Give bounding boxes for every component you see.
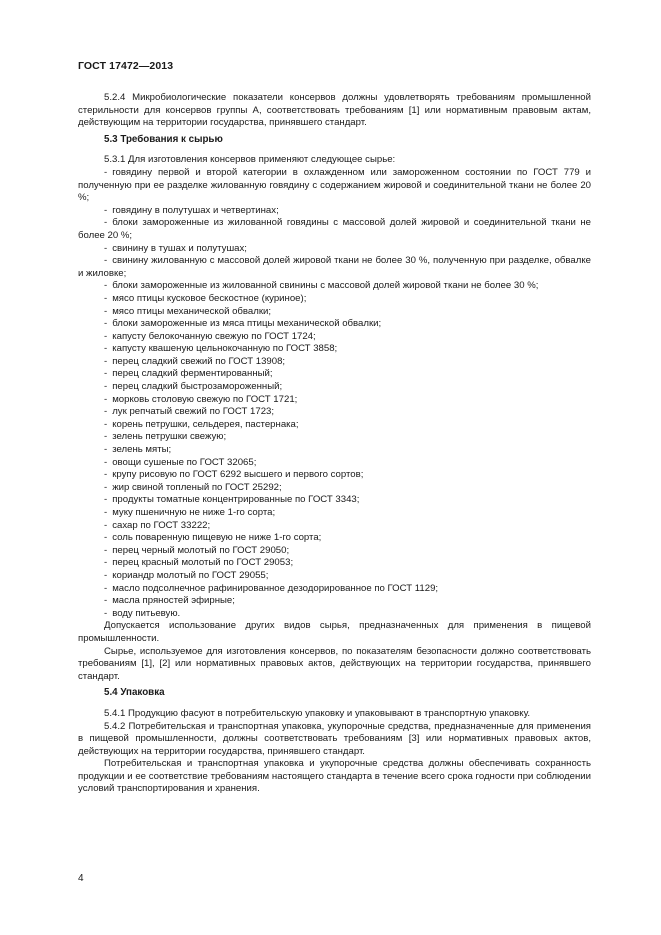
list-item (78, 482, 591, 495)
list-dash: - (104, 330, 108, 342)
list-dash: - (104, 595, 108, 607)
list-dash: - (104, 557, 108, 569)
list-dash: - (104, 204, 108, 216)
list-item-text: говядину первой и второй категории в охлажденном или замороженном состоянии по ГОСТ 779 и полученную при ее разделке жилованную говядину с содержанием жировой и соединительной ткани не более 20 %; (78, 166, 591, 204)
list-dash: - (104, 166, 108, 178)
list-dash: - (104, 355, 108, 367)
list-item (78, 520, 591, 533)
list-item (78, 318, 591, 331)
list-dash: - (104, 292, 108, 304)
list-item (78, 368, 591, 381)
list-item-text: перец сладкий ферментированный; (112, 368, 273, 380)
list-item-text: жир свиной топленый по ГОСТ 25292; (112, 481, 282, 493)
raw-materials-list (78, 167, 591, 620)
list-item-text: морковь столовую свежую по ГОСТ 1721; (112, 393, 298, 405)
list-item-text: корень петрушки, сельдерея, пастернака; (112, 418, 299, 430)
list-dash: - (104, 368, 108, 380)
list-item-text: соль поваренную пищевую не ниже 1-го сорта; (112, 532, 322, 544)
list-dash: - (104, 217, 108, 229)
list-item-text: воду питьевую. (112, 607, 181, 619)
list-item (78, 331, 591, 344)
list-item-text: капусту белокочанную свежую по ГОСТ 1724; (112, 330, 316, 342)
list-item-text: зелень петрушки свежую; (112, 431, 227, 443)
list-dash: - (104, 544, 108, 556)
list-item (78, 167, 591, 205)
list-item (78, 243, 591, 256)
list-dash: - (104, 343, 108, 355)
list-dash: - (104, 431, 108, 443)
paragraph-5-2-4: 5.2.4 Микробиологические показатели консервов должны удовлетворять требованиям промышленной стерильности для консервов группы А, соответствовать требованиям [1] или нормативным правовым актам, действующим на территории государства, принявшего стандарт. (78, 92, 591, 129)
list-dash: - (104, 406, 108, 418)
section-heading-5-3: 5.3 Требования к сырью (104, 133, 223, 145)
list-item-text: зелень мяты; (112, 444, 172, 456)
list-item (78, 532, 591, 545)
list-item (78, 545, 591, 558)
list-item (78, 608, 591, 621)
list-item-text: говядину в полутушах и четвертинах; (112, 204, 279, 216)
list-dash: - (104, 481, 108, 493)
list-item (78, 394, 591, 407)
paragraph-5-4-2: 5.4.2 Потребительская и транспортная упаковка, укупорочные средства, предназначенные для применения в пищевой промышленности, должны соответствовать требованиям [3] или нормативных правовых актов, действующих на территории государства, принявшего стандарт. (78, 720, 591, 757)
list-item (78, 595, 591, 608)
list-item (78, 255, 591, 280)
list-dash: - (104, 242, 108, 254)
paragraph-5-4-1: 5.4.1 Продукцию фасуют в потребительскую упаковку и упаковывают в транспортную упаковку. (104, 707, 531, 719)
list-item-text: блоки замороженные из жилованной свинины с массовой долей жировой ткани не более 30 %; (112, 280, 539, 292)
list-item-text: свинину жилованную с массовой долей жировой ткани не более 30 %, полученную при разделке, обвалке и жиловке; (78, 255, 591, 279)
list-item-text: кориандр молотый по ГОСТ 29055; (112, 569, 269, 581)
list-item (78, 280, 591, 293)
list-dash: - (104, 318, 108, 330)
document-header: ГОСТ 17472—2013 (78, 60, 174, 72)
list-dash: - (104, 280, 108, 292)
list-item (78, 583, 591, 596)
list-item-text: перец красный молотый по ГОСТ 29053; (112, 557, 294, 569)
list-dash: - (104, 582, 108, 594)
list-item (78, 557, 591, 570)
list-item (78, 507, 591, 520)
list-item (78, 419, 591, 432)
list-item (78, 217, 591, 242)
paragraph-5-3-1: 5.3.1 Для изготовления консервов применяют следующее сырье: (104, 154, 396, 166)
list-item-text: муку пшеничную не ниже 1-го сорта; (112, 507, 276, 518)
list-item (78, 469, 591, 482)
list-item-text: лук репчатый свежий по ГОСТ 1723; (112, 406, 275, 418)
list-dash: - (104, 494, 108, 506)
list-item-text: продукты томатные концентрированные по ГОСТ 3343; (112, 494, 360, 506)
list-item (78, 444, 591, 457)
list-dash: - (104, 456, 108, 468)
list-item-text: овощи сушеные по ГОСТ 32065; (112, 456, 257, 468)
list-item (78, 343, 591, 356)
list-item (78, 205, 591, 218)
paragraph-packaging: Потребительская и транспортная упаковка и укупорочные средства должны обеспечивать сохранность продукции и ее соответствие требованиям настоящего стандарта в течение всего срока годности при соблюдении условий транспортирования и хранения. (78, 758, 591, 795)
list-item-text: мясо птицы кусковое бескостное (куриное); (112, 292, 307, 304)
list-dash: - (104, 469, 108, 481)
list-item-text: перец сладкий быстрозамороженный; (112, 381, 283, 393)
list-item (78, 406, 591, 419)
section-heading-5-4: 5.4 Упаковка (104, 687, 165, 699)
list-item-text: перец черный молотый по ГОСТ 29050; (112, 544, 290, 556)
list-item-text: масла пряностей эфирные; (112, 595, 235, 607)
list-dash: - (104, 507, 108, 518)
paragraph-allowed: Допускается использование других видов сырья, предназначенных для применения в пищевой промышленности. (78, 620, 591, 644)
list-item-text: блоки замороженные из жилованной говядины с массовой долей жировой и соединительной ткани не более 20 %; (78, 217, 591, 241)
list-item (78, 494, 591, 507)
list-item-text: масло подсолнечное рафинированное дезодорированное по ГОСТ 1129; (112, 582, 439, 594)
list-item (78, 306, 591, 319)
list-item-text: блоки замороженные из мяса птицы механической обвалки; (112, 318, 382, 330)
list-item-text: капусту квашеную цельнокочанную по ГОСТ 3858; (112, 343, 338, 355)
list-dash: - (104, 418, 108, 430)
list-item (78, 457, 591, 470)
list-dash: - (104, 607, 108, 619)
list-dash: - (104, 532, 108, 544)
list-dash: - (104, 393, 108, 405)
list-dash: - (104, 444, 108, 456)
list-item (78, 381, 591, 394)
list-item (78, 293, 591, 306)
list-item-text: крупу рисовую по ГОСТ 6292 высшего и первого сортов; (112, 469, 364, 481)
list-item-text: сахар по ГОСТ 33222; (112, 519, 211, 531)
list-dash: - (104, 569, 108, 581)
list-item-text: мясо птицы механической обвалки; (112, 305, 272, 317)
list-dash: - (104, 381, 108, 393)
list-dash: - (104, 255, 108, 267)
page-number: 4 (78, 873, 84, 884)
list-item-text: свинину в тушах и полутушах; (112, 242, 247, 254)
list-dash: - (104, 519, 108, 531)
paragraph-safety: Сырье, используемое для изготовления консервов, по показателям безопасности должно соответствовать требованиям [1], [2] или нормативных правовых актов, действующих на территории государства, принявшего стандарт. (78, 645, 591, 682)
list-item (78, 356, 591, 369)
list-dash: - (104, 305, 108, 317)
document-body (78, 92, 591, 796)
list-item (78, 431, 591, 444)
list-item (78, 570, 591, 583)
list-item-text: перец сладкий свежий по ГОСТ 13908; (112, 355, 286, 367)
